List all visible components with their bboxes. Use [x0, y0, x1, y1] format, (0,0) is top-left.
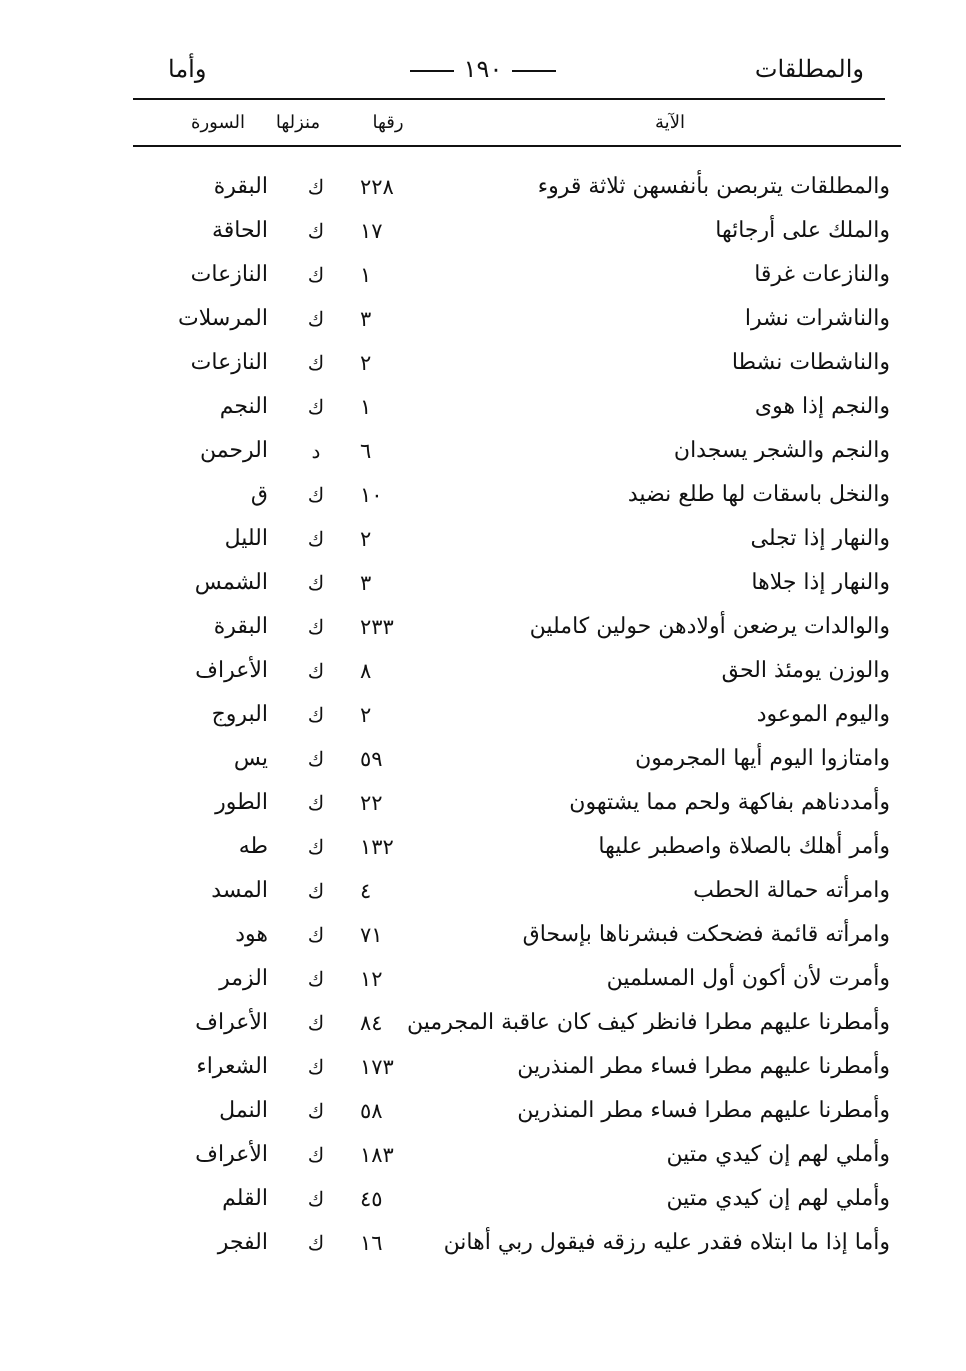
- verse-number: ٤: [360, 879, 372, 903]
- revelation-place: ك: [307, 483, 325, 507]
- revelation-place: ك: [307, 923, 325, 947]
- verse-number: ١٠: [360, 483, 383, 507]
- table-row: [0, 1221, 966, 1265]
- verse-text: والنجم إذا هوى: [754, 394, 890, 419]
- table-row: [0, 1133, 966, 1177]
- revelation-place: ك: [307, 175, 325, 199]
- surah-name: البقرة: [213, 614, 268, 639]
- verse-index-table: [0, 165, 966, 1265]
- header-catchword-right: والمطلقات: [754, 55, 864, 83]
- column-header-surah: السورة: [191, 112, 245, 133]
- verse-text: والوالدات يرضعن أولادهن حولين كاملين: [529, 614, 890, 639]
- header-rule: [133, 98, 885, 100]
- verse-number: ٤٥: [360, 1187, 383, 1211]
- revelation-place: ك: [307, 307, 325, 331]
- table-row: [0, 957, 966, 1001]
- surah-name: الشعراء: [196, 1054, 268, 1079]
- verse-number: ١٧: [360, 219, 383, 243]
- table-row: [0, 869, 966, 913]
- verse-text: والنخل باسقات لها طلع نضيد: [627, 482, 890, 507]
- table-row: [0, 913, 966, 957]
- verse-text: والمطلقات يتربصن بأنفسهن ثلاثة قروء: [537, 174, 890, 199]
- verse-number: ٢٣٣: [360, 615, 394, 639]
- revelation-place: ك: [307, 615, 325, 639]
- table-row: [0, 209, 966, 253]
- verse-text: وأمرت لأن أكون أول المسلمين: [606, 966, 890, 991]
- table-row: [0, 693, 966, 737]
- table-row: [0, 165, 966, 209]
- table-row: [0, 825, 966, 869]
- column-header-place: منزلها: [275, 112, 321, 133]
- revelation-place: ك: [307, 571, 325, 595]
- revelation-place: ك: [307, 1187, 325, 1211]
- verse-number: ٣: [360, 571, 372, 595]
- table-row: [0, 517, 966, 561]
- table-row: [0, 1001, 966, 1045]
- verse-text: والناشرات نشرا: [744, 306, 890, 331]
- verse-text: والوزن يومئذ الحق: [721, 658, 890, 683]
- verse-number: ١٦: [360, 1231, 383, 1255]
- verse-text: وامرأته حمالة الحطب: [693, 878, 890, 903]
- verse-number: ٢: [360, 351, 372, 375]
- page-number-text: ١٩٠: [463, 55, 503, 83]
- page-number-dash-left: [410, 70, 454, 72]
- table-row: [0, 561, 966, 605]
- verse-number: ٢: [360, 703, 372, 727]
- revelation-place: ك: [307, 219, 325, 243]
- verse-text: وأمر أهلك بالصلاة واصطبر عليها: [598, 834, 890, 859]
- table-row: [0, 429, 966, 473]
- verse-number: ٧١: [360, 923, 383, 947]
- verse-number: ٣: [360, 307, 372, 331]
- verse-number: ٢٢٨: [360, 175, 394, 199]
- page-number-dash-right: [512, 70, 556, 72]
- verse-number: ٢٢: [360, 791, 383, 815]
- table-row: [0, 605, 966, 649]
- surah-name: الأعراف: [195, 1010, 268, 1035]
- surah-name: الأعراف: [195, 1142, 268, 1167]
- revelation-place: ك: [307, 351, 325, 375]
- revelation-place: ك: [307, 879, 325, 903]
- revelation-place: ك: [307, 703, 325, 727]
- verse-number: ٥٨: [360, 1099, 383, 1123]
- surah-name: المرسلات: [178, 306, 268, 331]
- verse-number: ٨: [360, 659, 372, 683]
- table-row: [0, 781, 966, 825]
- verse-text: وأما إذا ما ابتلاه فقدر عليه رزقه فيقول ربي أهانن: [443, 1230, 890, 1255]
- verse-number: ١٨٣: [360, 1143, 394, 1167]
- surah-name: ق: [250, 482, 268, 507]
- verse-number: ١٢: [360, 967, 383, 991]
- verse-text: وأمطرنا عليهم مطرا فساء مطر المنذرين: [517, 1054, 890, 1079]
- surah-name: الليل: [224, 526, 268, 551]
- surah-name: النمل: [219, 1098, 268, 1123]
- column-header-number: رقها: [372, 112, 404, 133]
- column-header-rule: [133, 145, 901, 147]
- verse-number: ٢: [360, 527, 372, 551]
- surah-name: الحاقة: [211, 218, 268, 243]
- verse-number: ٨٤: [360, 1011, 383, 1035]
- verse-text: وأملي لهم إن كيدي متين: [666, 1142, 890, 1167]
- table-row: [0, 737, 966, 781]
- table-row: [0, 385, 966, 429]
- revelation-place: ك: [307, 967, 325, 991]
- verse-text: واليوم الموعود: [756, 702, 890, 727]
- revelation-place: ك: [307, 791, 325, 815]
- revelation-place: ك: [307, 1143, 325, 1167]
- table-row: [0, 1089, 966, 1133]
- surah-name: الطور: [215, 790, 268, 815]
- surah-name: الفجر: [217, 1230, 268, 1255]
- surah-name: البروج: [211, 702, 268, 727]
- surah-name: الرحمن: [199, 438, 268, 463]
- verse-number: ٥٩: [360, 747, 383, 771]
- table-row: [0, 297, 966, 341]
- verse-number: ٦: [360, 439, 372, 463]
- column-header-verse: الآية: [655, 112, 685, 133]
- verse-text: والنجم والشجر يسجدان: [673, 438, 890, 463]
- revelation-place: ك: [307, 527, 325, 551]
- surah-name: هود: [235, 922, 268, 947]
- revelation-place: ك: [307, 263, 325, 287]
- surah-name: الأعراف: [195, 658, 268, 683]
- verse-number: ١٣٢: [360, 835, 394, 859]
- revelation-place: ك: [307, 659, 325, 683]
- table-row: [0, 1177, 966, 1221]
- header-catchword-left: وأما: [168, 55, 207, 83]
- revelation-place: ك: [307, 747, 325, 771]
- revelation-place: ك: [307, 1011, 325, 1035]
- page-number: [0, 52, 966, 86]
- surah-name: الزمر: [219, 966, 268, 991]
- verse-text: والملك على أرجائها: [715, 218, 890, 243]
- surah-name: النازعات: [190, 350, 268, 375]
- verse-text: والنازعات غرقا: [754, 262, 890, 287]
- verse-number: ١٧٣: [360, 1055, 394, 1079]
- surah-name: النجم: [219, 394, 268, 419]
- revelation-place: ك: [307, 1231, 325, 1255]
- verse-number: ١: [360, 395, 372, 419]
- surah-name: البقرة: [213, 174, 268, 199]
- table-row: [0, 253, 966, 297]
- verse-number: ١: [360, 263, 372, 287]
- table-row: [0, 473, 966, 517]
- verse-text: وامرأته قائمة فضحكت فبشرناها بإسحاق: [522, 922, 890, 947]
- verse-text: وأملي لهم إن كيدي متين: [666, 1186, 890, 1211]
- revelation-place: ك: [307, 835, 325, 859]
- surah-name: القلم: [222, 1186, 268, 1211]
- table-row: [0, 341, 966, 385]
- surah-name: يس: [233, 746, 268, 771]
- surah-name: النازعات: [190, 262, 268, 287]
- revelation-place: ك: [307, 395, 325, 419]
- verse-text: وأمطرنا عليهم مطرا فساء مطر المنذرين: [517, 1098, 890, 1123]
- surah-name: المسد: [211, 878, 268, 903]
- verse-text: والناشطات نشطا: [731, 350, 890, 375]
- revelation-place: ك: [307, 1055, 325, 1079]
- revelation-place: ك: [307, 1099, 325, 1123]
- verse-text: وأمددناهم بفاكهة ولحم مما يشتهون: [569, 790, 890, 815]
- verse-text: والنهار إذا جلاها: [751, 570, 890, 595]
- verse-text: وامتازوا اليوم أيها المجرمون: [635, 746, 890, 771]
- table-row: [0, 649, 966, 693]
- surah-name: الشمس: [194, 570, 268, 595]
- surah-name: طه: [238, 834, 268, 859]
- revelation-place: د: [311, 439, 321, 463]
- verse-text: والنهار إذا تجلى: [750, 526, 890, 551]
- table-row: [0, 1045, 966, 1089]
- verse-text: وأمطرنا عليهم مطرا فانظر كيف كان عاقبة المجرمين: [407, 1010, 890, 1035]
